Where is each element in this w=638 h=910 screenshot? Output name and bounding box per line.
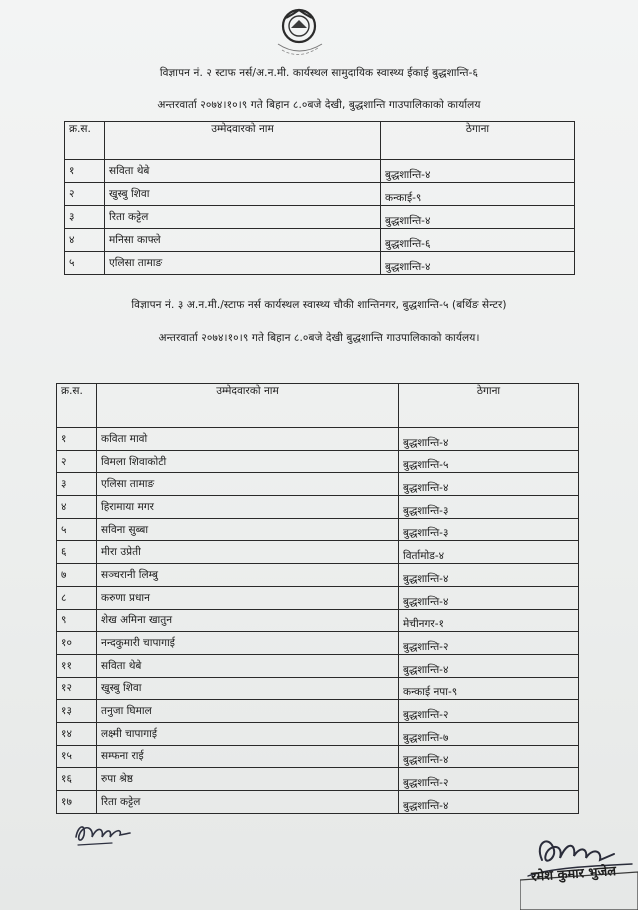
serial-cell: १६ xyxy=(57,768,97,791)
column-header-name: उम्मेदवारको नाम xyxy=(105,122,381,160)
address-cell: बुद्धशान्ति-४ xyxy=(381,206,575,229)
table-row xyxy=(57,768,579,791)
column-header-serial: क्र.स. xyxy=(65,122,105,160)
name-cell: कविता मावो xyxy=(97,428,399,451)
address-cell: बुद्धशान्ति-४ xyxy=(381,160,575,183)
serial-cell: ४ xyxy=(57,496,97,519)
address-cell: बुद्धशान्ति-६ xyxy=(381,229,575,252)
table-row xyxy=(57,745,579,768)
notice-2-interview-line: अन्तरवार्ता २०७४।१०।९ गते बिहान ८.०बजे देखी बुद्धशान्ति गाउपालिकाको कार्यलय। xyxy=(158,332,480,344)
table-row xyxy=(57,541,579,564)
name-cell: सञ्चरानी लिम्बु xyxy=(97,564,399,587)
table-row xyxy=(65,252,575,275)
notice-2-title: विज्ञापन नं. ३ अ.न.मी./स्टाफ नर्स कार्यस्थल स्वास्थ्य चौकी शान्तिनगर, बुद्धशान्ति-५ (बर्थिङ सेन्टर) xyxy=(131,299,507,311)
name-cell: रुपा श्रेष्ठ xyxy=(97,768,399,791)
name-cell: विमला शिवाकोटी xyxy=(97,450,399,473)
address-cell: बुद्धशान्ति-३ xyxy=(399,518,579,541)
column-header-address: ठेगाना xyxy=(381,122,575,160)
name-cell: सविना सुब्बा xyxy=(97,518,399,541)
address-cell: बुद्धशान्ति-३ xyxy=(399,496,579,519)
name-cell: सम्फना राई xyxy=(97,745,399,768)
address-cell: बुद्धशान्ति-२ xyxy=(399,768,579,791)
address-cell: बुद्धशान्ति-२ xyxy=(399,700,579,723)
column-header-address: ठेगाना xyxy=(399,384,579,428)
name-cell: करुणा प्रधान xyxy=(97,586,399,609)
address-cell: कन्काई नपा-९ xyxy=(399,677,579,700)
serial-cell: १५ xyxy=(57,745,97,768)
notice-1-title: विज्ञापन नं. २ स्टाफ नर्स/अ.न.मी. कार्यस्थल सामुदायिक स्वास्थ्य ईकाई बुद्धशान्ति-६ xyxy=(159,67,479,79)
office-seal-emblem xyxy=(268,4,330,60)
address-cell: बुद्धशान्ति-४ xyxy=(399,428,579,451)
address-cell: बुद्धशान्ति-२ xyxy=(399,632,579,655)
serial-cell: ११ xyxy=(57,654,97,677)
notice-1-interview-line: अन्तरवार्ता २०७४।१०।९ गते बिहान ८.०बजे देखी, बुद्धशान्ति गाउपालिकाको कार्यालय xyxy=(157,99,481,111)
address-cell: बुद्धशान्ति-४ xyxy=(399,473,579,496)
name-cell: तनुजा घिमाल xyxy=(97,700,399,723)
serial-cell: १३ xyxy=(57,700,97,723)
serial-cell: १२ xyxy=(57,677,97,700)
name-cell: नन्दकुमारी चापागाई xyxy=(97,632,399,655)
address-cell: बुद्धशान्ति-४ xyxy=(399,586,579,609)
address-cell: मेचीनगर-१ xyxy=(399,609,579,632)
address-cell: बुद्धशान्ति-४ xyxy=(399,564,579,587)
name-cell: मनिसा काफ्ले xyxy=(105,229,381,252)
serial-cell: ३ xyxy=(57,473,97,496)
column-header-serial: क्र.स. xyxy=(57,384,97,428)
name-cell: मीरा उप्रेती xyxy=(97,541,399,564)
address-cell: कन्काई-९ xyxy=(381,183,575,206)
table-row xyxy=(65,183,575,206)
table-row xyxy=(57,700,579,723)
officer-name-stamp: रमेश कुमार भुजेल xyxy=(530,864,617,885)
name-cell: एलिसा तामाङ xyxy=(97,473,399,496)
table-row xyxy=(57,586,579,609)
table-row xyxy=(57,564,579,587)
table-row xyxy=(57,428,579,451)
table-row xyxy=(57,609,579,632)
serial-cell: ५ xyxy=(65,252,105,275)
address-cell: बुद्धशान्ति-७ xyxy=(399,722,579,745)
table-row xyxy=(65,229,575,252)
address-cell: बुद्धशान्ति-४ xyxy=(399,791,579,814)
table-row xyxy=(57,677,579,700)
serial-cell: १ xyxy=(57,428,97,451)
address-cell: विर्तामोड-४ xyxy=(399,541,579,564)
name-cell: सविता थेबे xyxy=(105,160,381,183)
name-cell: सविता थेबे xyxy=(97,654,399,677)
name-cell: खुस्बु शिवा xyxy=(105,183,381,206)
name-cell: खुस्बु शिवा xyxy=(97,677,399,700)
serial-cell: ८ xyxy=(57,586,97,609)
candidate-table-1 xyxy=(64,121,575,275)
address-cell: बुद्धशान्ति-४ xyxy=(381,252,575,275)
serial-cell: २ xyxy=(57,450,97,473)
table-row xyxy=(65,206,575,229)
serial-cell: ७ xyxy=(57,564,97,587)
name-cell: रिता कट्टेल xyxy=(97,791,399,814)
column-header-name: उम्मेदवारको नाम xyxy=(97,384,399,428)
table-row xyxy=(57,632,579,655)
table-row xyxy=(57,654,579,677)
table-row xyxy=(57,473,579,496)
serial-cell: ५ xyxy=(57,518,97,541)
serial-cell: २ xyxy=(65,183,105,206)
serial-cell: १० xyxy=(57,632,97,655)
table-row xyxy=(57,791,579,814)
serial-cell: १४ xyxy=(57,722,97,745)
name-cell: लक्ष्मी चापागाई xyxy=(97,722,399,745)
table-row xyxy=(57,450,579,473)
serial-cell: १७ xyxy=(57,791,97,814)
table-row xyxy=(57,496,579,519)
serial-cell: ३ xyxy=(65,206,105,229)
address-cell: बुद्धशान्ति-४ xyxy=(399,654,579,677)
name-cell: रिता कट्टेल xyxy=(105,206,381,229)
serial-cell: ४ xyxy=(65,229,105,252)
address-cell: बुद्धशान्ति-५ xyxy=(399,450,579,473)
address-cell: बुद्धशान्ति-४ xyxy=(399,745,579,768)
serial-cell: ९ xyxy=(57,609,97,632)
candidate-table-2 xyxy=(56,383,579,814)
name-cell: हिरामाया मगर xyxy=(97,496,399,519)
table-row xyxy=(57,518,579,541)
table-row xyxy=(57,722,579,745)
name-cell: एलिसा तामाङ xyxy=(105,252,381,275)
serial-cell: १ xyxy=(65,160,105,183)
initials-signature xyxy=(72,815,138,849)
table-row xyxy=(65,160,575,183)
name-cell: शेख अमिना खातुन xyxy=(97,609,399,632)
serial-cell: ६ xyxy=(57,541,97,564)
